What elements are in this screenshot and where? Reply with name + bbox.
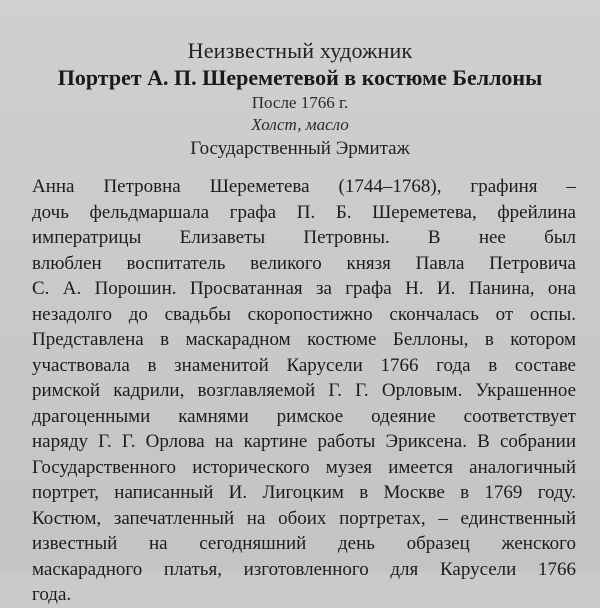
collection-name: Государственный Эрмитаж bbox=[190, 138, 410, 159]
description-line: известный на сегодняшний день образец женского bbox=[32, 533, 576, 554]
description-line: наряду Г. Г. Орлова на картине работы Эриксена. В собрании bbox=[32, 431, 576, 452]
description-line: Государственного исторического музея имеется аналогичный bbox=[32, 456, 576, 478]
description-line: года. bbox=[32, 584, 72, 605]
description-line: влюблен воспитатель великого князя Павла Петровича bbox=[32, 252, 576, 274]
description-line: портрет, написанный И. Лигоцким в Москве в 1769 году. bbox=[32, 482, 576, 503]
description-line: Представлена в маскарадном костюме Беллоны, в котором bbox=[32, 329, 576, 350]
artist-name: Неизвестный художник bbox=[187, 38, 413, 63]
description-line: драгоценными камнями римское одеяние соответствует bbox=[32, 405, 576, 427]
description-line: дочь фельдмаршала графа П. Б. Шереметева, фрейлина bbox=[32, 201, 576, 223]
description-line: Анна Петровна Шереметева (1744–1768), графиня – bbox=[32, 176, 576, 197]
description-text bbox=[32, 174, 576, 608]
description-line: императрицы Елизаветы Петровны. В нее был bbox=[32, 227, 576, 248]
description-line: незадолго до свадьбы скоропостижно скончалась от оспы. bbox=[32, 303, 576, 325]
description-line: Костюм, запечатленный на обоих портретах, – единственный bbox=[32, 507, 576, 529]
artwork-medium: Холст, масло bbox=[251, 115, 349, 134]
label-header bbox=[0, 38, 600, 161]
description-line: С. А. Порошин. Просватанная за графа Н. И. Панина, она bbox=[32, 278, 576, 299]
artwork-date: После 1766 г. bbox=[251, 93, 349, 112]
description-line: римской кадрили, возглавляемой Г. Г. Орловым. Украшенное bbox=[32, 380, 576, 401]
description-line: маскарадного платья, изготовленного для Карусели 1766 bbox=[32, 558, 576, 580]
description-line: участвовала в знаменитой Карусели 1766 года в составе bbox=[32, 354, 576, 376]
artwork-title: Портрет А. П. Шереметевой в костюме Беллоны bbox=[57, 65, 543, 90]
